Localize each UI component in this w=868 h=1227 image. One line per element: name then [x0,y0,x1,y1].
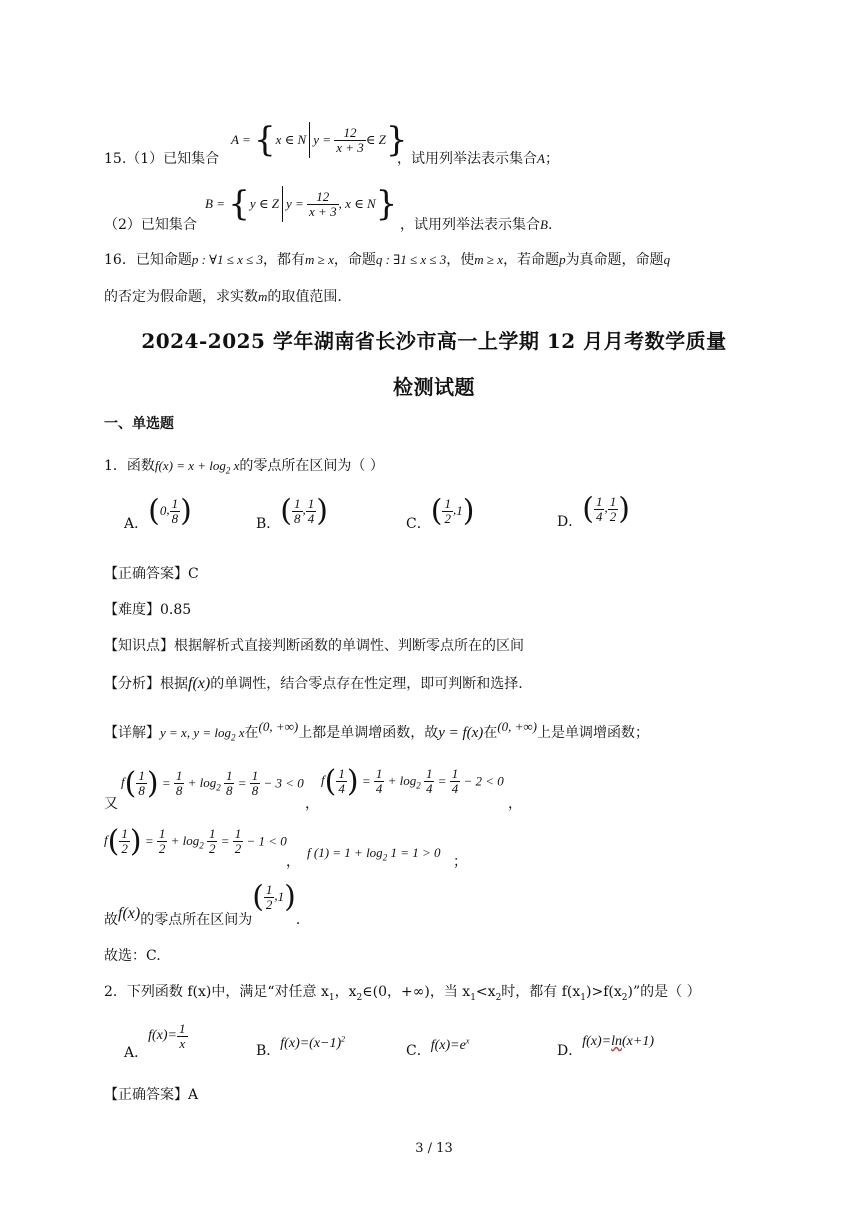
p1-stem: 1．函数$f(x) = x + \log_2 x$的零点所在区间为（ ） [104,458,384,476]
document-title-line2: 检测试题 [393,375,475,399]
p1-option-c[interactable]: C．( $\frac{1}{2}$ ,1) [406,494,475,533]
p2-answer: 【正确答案】A [104,1087,199,1103]
page-number: 3 / 13 [415,1141,453,1156]
p2-option-d[interactable]: D．f(x)=ln(x+1) [557,1034,654,1059]
q16-line1: 16．已知命题p : ∀1 ≤ x ≤ 3，都有m ≥ x，命题q : ∃1 ≤ x ≤ 3，使m ≥ x，若命题p为真命题，命题q [104,252,671,268]
p1-eq1: f( $\frac{1}{8}$ ) = $\frac{1}{8}$ + $\log_2$ $\frac{1}{8}$ = $\frac{1}{8}$ − 3 < 0 [121,766,304,801]
p1-option-a[interactable]: A．(0, $\frac{1}{8}$ ) [124,494,192,533]
p1-conclusion: 故f(x)的零点所在区间为( $\frac{1}{2}$ ,1). [104,880,301,929]
q15-line2-prefix: （2）已知集合 [104,217,197,233]
section-heading: 一、单选题 [104,416,174,432]
p1-option-b[interactable]: B．( $\frac{1}{8}$ , $\frac{1}{4}$ ) [256,494,328,533]
p1-eq4: f $(1) = 1 + \log_2 1 = 1 > 0$ [307,845,441,863]
q15-line1-prefix: 15.（1）已知集合 [104,151,220,167]
p1-detail: 【详解】y = x, $y = \log_2 x$在(0, +∞)上都是单调增函数，故y = f(x)在(0, +∞)上是单调增函数； [104,719,650,743]
p1-eq3: f( $\frac{1}{2}$ ) = $\frac{1}{2}$ + $\log_2$ $\frac{1}{2}$ = $\frac{1}{2}$ − 1 < 0 [104,824,287,859]
p2-option-c[interactable]: C．$f(x)=e^x$ [406,1036,470,1059]
set-b-expression: B = {y ∈ Z y = $\frac{12}{x + 3}$ , x ∈ N} [205,184,398,224]
document-title-line1: 2024-2025 学年湖南省长沙市高一上学期 12 月月考数学质量 [141,329,727,353]
p2-option-b[interactable]: B．$f(x)=(x-1)^2$ [256,1034,346,1059]
p1-analysis: 【分析】根据f(x)的单调性，结合零点存在性定理，即可判断和选择. [104,675,523,692]
p1-knowledge: 【知识点】根据解析式直接判断函数的单调性、判断零点所在的区间 [104,638,524,654]
p2-stem: 2．下列函数 f(x)中，满足“对任意 $x_1$，$x_2\in(0$，+∞)，当 $x_1<x_2$时，都有 $f(x_1)>f(x_2)$”的是（ ） [104,984,701,1003]
p1-difficulty: 【难度】0.85 [104,602,192,618]
p2-option-a[interactable]: A．f(x)= $\frac{1}{x}$ [124,1021,186,1062]
p1-you-label: 又 [104,796,118,812]
p1-choose: 故选：C. [104,948,161,964]
q15-line1-suffix: ，试用列举法表示集合A； [397,151,559,167]
q15-line2-suffix: ，试用列举法表示集合B. [400,217,553,233]
q16-line2: 的否定为假命题，求实数m的取值范围. [104,289,342,305]
set-a-expression: A = {x ∈ N y = $\frac{12}{x + 3}$ ∈ Z} [231,120,408,160]
p1-answer: 【正确答案】C [104,566,199,582]
p1-eq2: f( $\frac{1}{4}$ ) = $\frac{1}{4}$ + $\log_2$ $\frac{1}{4}$ = $\frac{1}{4}$ − 2 < 0 [321,764,504,799]
p1-option-d[interactable]: D．( $\frac{1}{4}$ , $\frac{1}{2}$ ) [557,492,630,531]
